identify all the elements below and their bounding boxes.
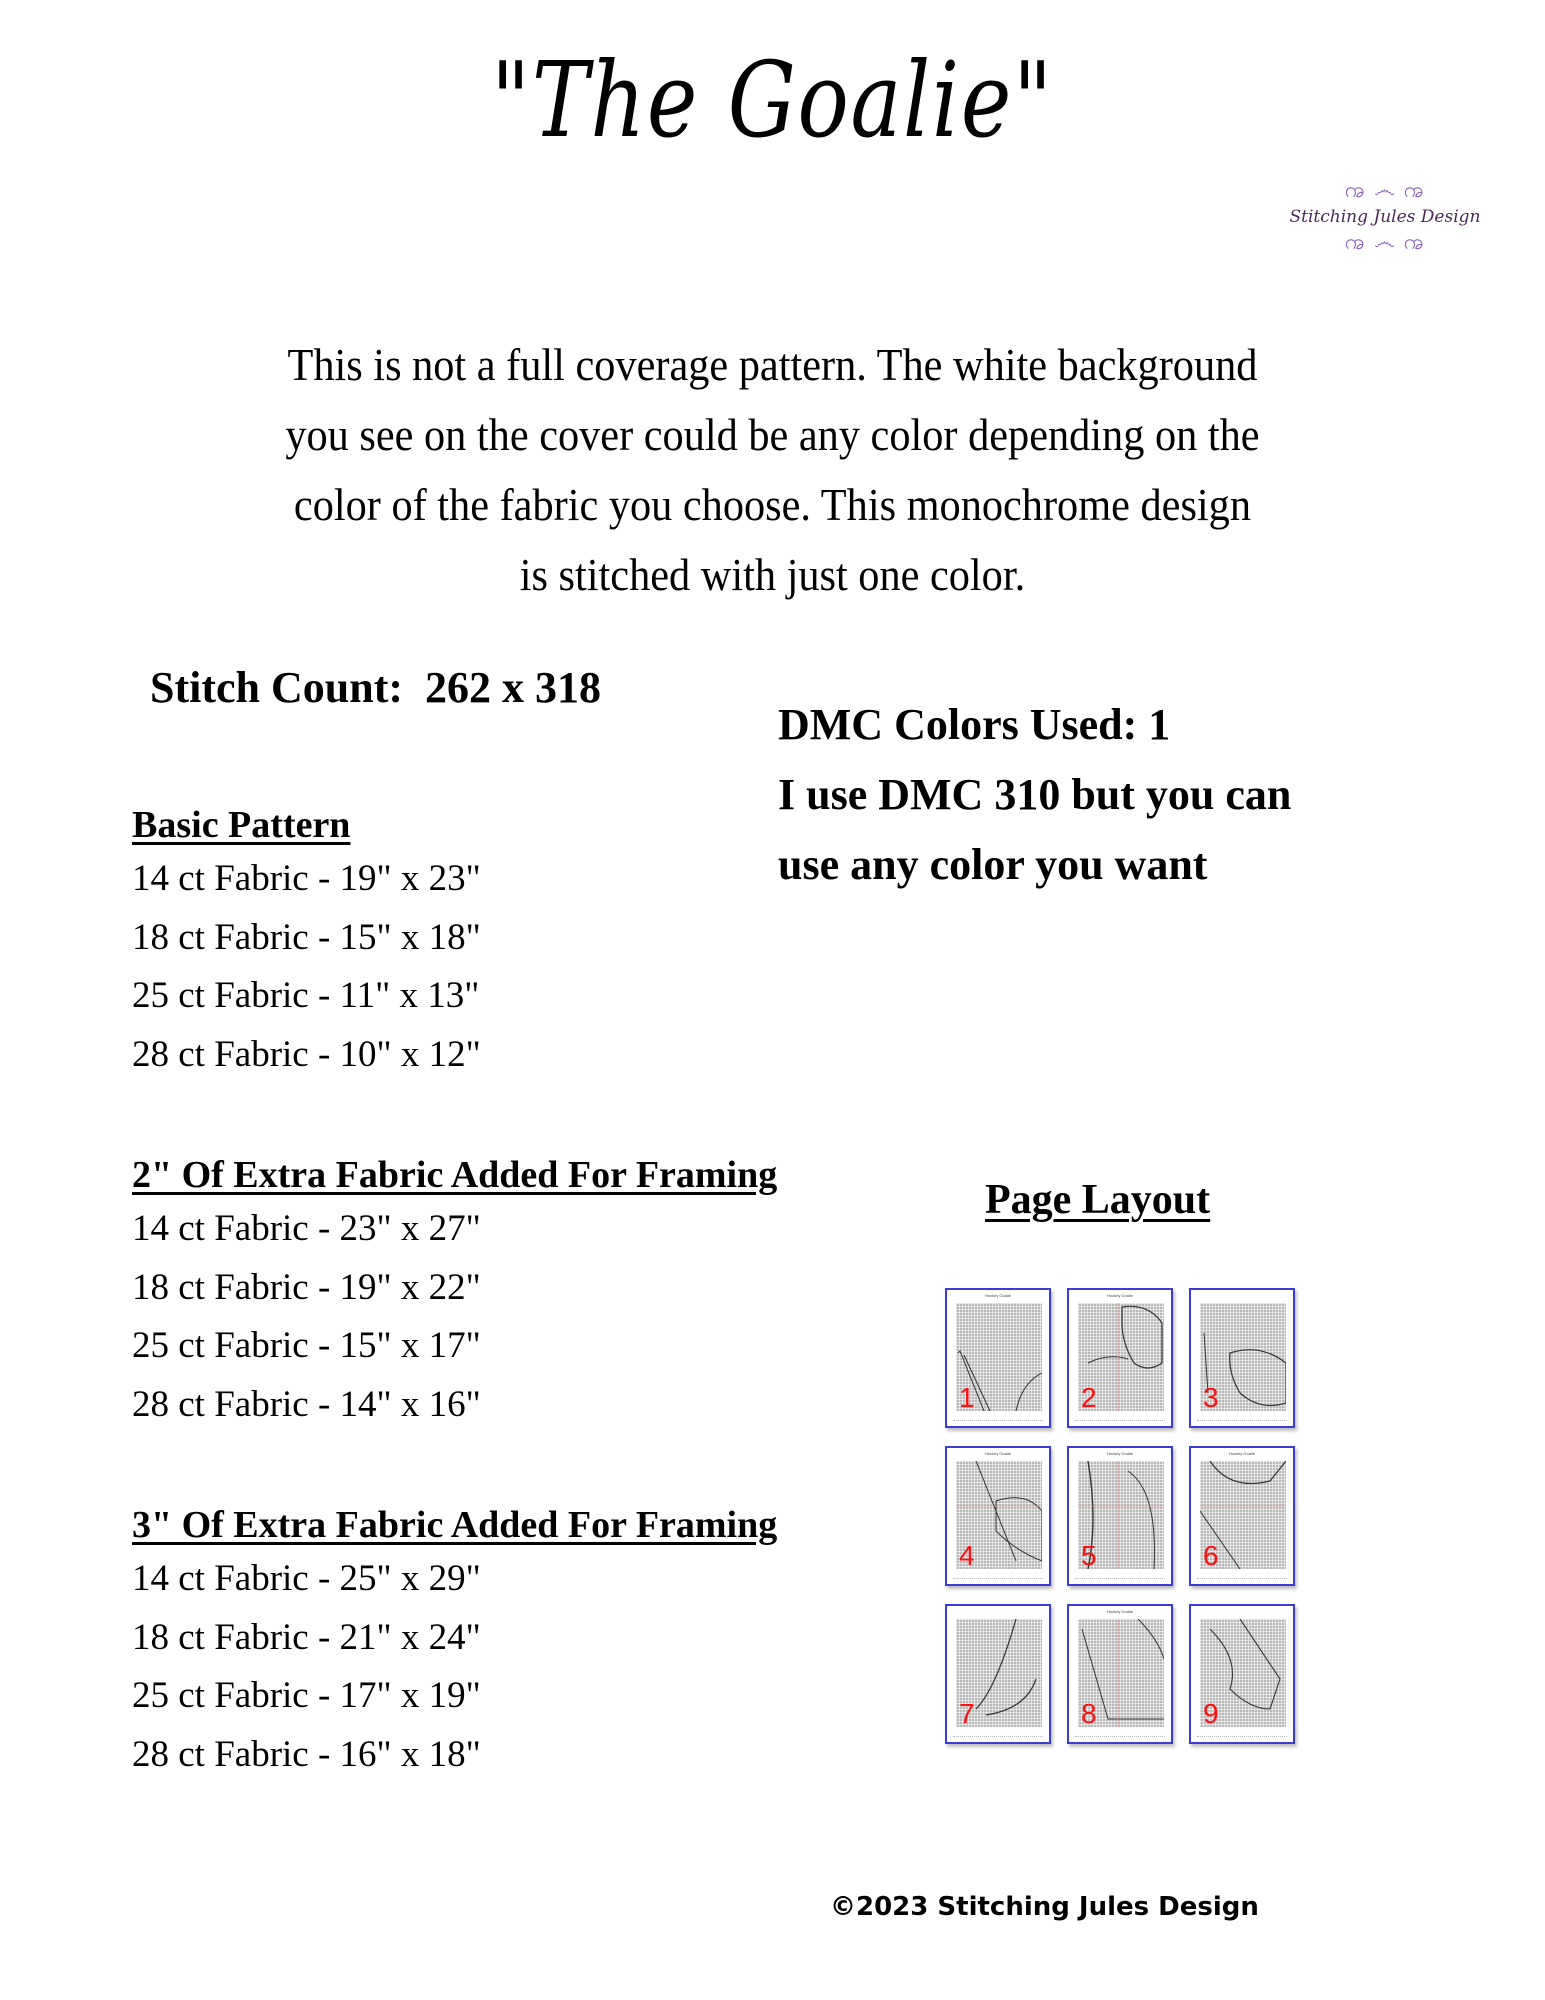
thumbnail-footer	[953, 1420, 1043, 1423]
page-number: 9	[1203, 1698, 1219, 1729]
thumbnail-header: Hockey Goalie	[984, 1293, 1011, 1298]
page-number: 4	[959, 1540, 975, 1571]
stitch-count	[150, 660, 601, 716]
page-thumbnail	[945, 1288, 1051, 1428]
page-thumbnail	[1067, 1604, 1173, 1744]
page-number: 3	[1203, 1382, 1219, 1413]
thumbnail-header: Hockey Goalie	[1106, 1451, 1133, 1456]
intro-line: you see on the cover could be any color depending on the	[285, 409, 1260, 460]
fabric-size-row: 14 ct Fabric - 25" x 29"	[132, 1558, 481, 1599]
fabric-size-row: 28 ct Fabric - 10" x 12"	[132, 1033, 481, 1075]
two-inch-framing-section	[132, 1150, 777, 1434]
dmc-colors-info	[778, 690, 1291, 900]
page-layout-heading: Page Layout	[985, 1177, 1211, 1223]
fabric-size-row: 25 ct Fabric - 11" x 13"	[132, 975, 480, 1016]
thumbnail-footer	[1197, 1420, 1287, 1423]
page-number: 6	[1203, 1540, 1219, 1571]
dmc-line: DMC Colors Used: 1	[778, 700, 1171, 749]
fabric-size-row: 25 ct Fabric - 15" x 17"	[132, 1325, 481, 1366]
page-thumbnail	[945, 1604, 1051, 1744]
page-number: 7	[959, 1698, 975, 1729]
swirl-ornament-icon: ꩠ ෴ ꩠ	[1344, 178, 1426, 203]
stitch-count-value: 262 x 318	[425, 663, 602, 712]
dmc-line: use any color you want	[778, 840, 1208, 889]
thumbnail-footer	[1197, 1578, 1287, 1581]
intro-line: is stitched with just one color.	[519, 549, 1026, 600]
fabric-size-row: 18 ct Fabric - 15" x 18"	[132, 916, 481, 958]
thumbnail-footer	[1075, 1736, 1165, 1739]
pattern-title: "The Goalie"	[490, 39, 1054, 161]
basic-pattern-section	[132, 800, 481, 1084]
section-heading: Basic Pattern	[132, 804, 351, 846]
page-thumbnail	[1189, 1446, 1295, 1586]
thumbnail-footer	[953, 1736, 1043, 1739]
page-thumbnail	[1067, 1288, 1173, 1428]
page-number: 5	[1081, 1540, 1097, 1571]
fabric-size-row: 25 ct Fabric - 17" x 19"	[132, 1675, 481, 1716]
thumbnail-header: Hockey Goalie	[1106, 1609, 1133, 1614]
dmc-line: I use DMC 310 but you can	[778, 770, 1292, 819]
fabric-size-row: 14 ct Fabric - 23" x 27"	[132, 1208, 481, 1249]
page-thumbnail	[1067, 1446, 1173, 1586]
thumbnail-footer	[1075, 1578, 1165, 1581]
page-number: 2	[1081, 1382, 1097, 1413]
page-thumbnail	[945, 1446, 1051, 1586]
fabric-size-row: 18 ct Fabric - 19" x 22"	[132, 1266, 481, 1308]
thumbnail-header: Hockey Goalie	[1228, 1451, 1255, 1456]
page-number: 1	[959, 1382, 975, 1413]
page-thumbnail	[1189, 1288, 1295, 1428]
thumbnail-header: Hockey Goalie	[1106, 1293, 1133, 1298]
intro-paragraph	[200, 330, 1345, 610]
thumbnail-footer	[953, 1578, 1043, 1581]
stitch-count-label: Stitch Count:	[150, 663, 404, 712]
page-number: 8	[1081, 1698, 1097, 1729]
section-heading: 2" Of Extra Fabric Added For Framing	[132, 1154, 778, 1196]
fabric-size-row: 18 ct Fabric - 21" x 24"	[132, 1616, 481, 1658]
page-layout-grid	[945, 1288, 1305, 1748]
section-heading: 3" Of Extra Fabric Added For Framing	[132, 1504, 778, 1546]
brand-logo	[1270, 178, 1500, 288]
thumbnail-footer	[1197, 1736, 1287, 1739]
logo-text: Stitching Jules Design	[1289, 207, 1481, 227]
swirl-ornament-icon: ꩠ ෴ ꩠ	[1344, 230, 1426, 255]
copyright-notice: ©2023 Stitching Jules Design	[830, 1892, 1259, 1922]
intro-line: color of the fabric you choose. This monochrome design	[293, 479, 1251, 530]
fabric-size-row: 28 ct Fabric - 14" x 16"	[132, 1383, 481, 1425]
intro-line: This is not a full coverage pattern. The white background	[287, 339, 1258, 390]
fabric-size-row: 14 ct Fabric - 19" x 23"	[132, 858, 481, 899]
fabric-size-row: 28 ct Fabric - 16" x 18"	[132, 1733, 481, 1775]
three-inch-framing-section	[132, 1500, 777, 1784]
thumbnail-header: Hockey Goalie	[984, 1451, 1011, 1456]
page-thumbnail	[1189, 1604, 1295, 1744]
thumbnail-footer	[1075, 1420, 1165, 1423]
